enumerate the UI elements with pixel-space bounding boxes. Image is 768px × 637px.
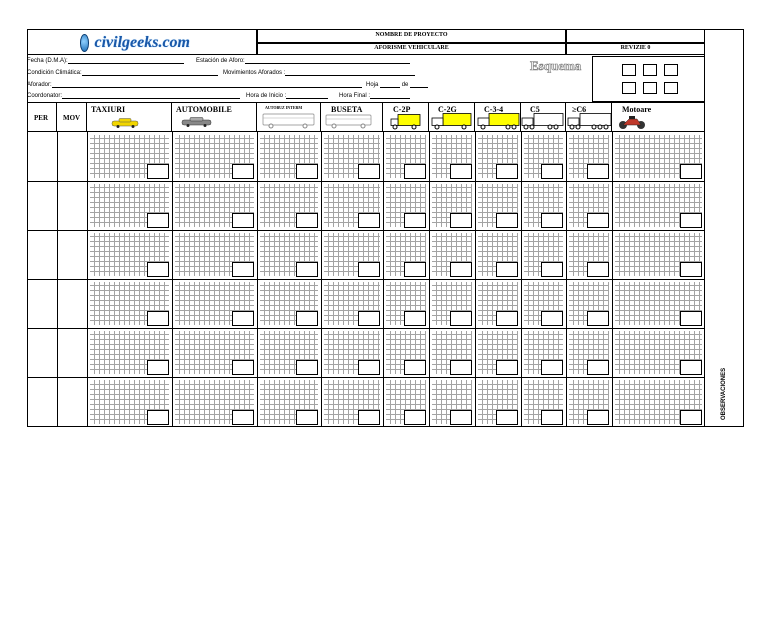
- subtotal-box[interactable]: [147, 410, 169, 425]
- per-cell[interactable]: [27, 328, 57, 377]
- subtotal-box[interactable]: [587, 164, 609, 179]
- subtotal-box[interactable]: [404, 164, 426, 179]
- subtotal-box[interactable]: [496, 164, 518, 179]
- subtotal-box[interactable]: [404, 311, 426, 326]
- subtotal-box[interactable]: [496, 311, 518, 326]
- col-label-c34: C-3-4: [484, 105, 504, 114]
- row-divider: [27, 230, 705, 231]
- esquema-cell[interactable]: [664, 64, 678, 76]
- subtotal-box[interactable]: [450, 164, 472, 179]
- subtotal-box[interactable]: [296, 213, 318, 228]
- subtotal-box[interactable]: [358, 311, 380, 326]
- subtotal-box[interactable]: [147, 164, 169, 179]
- subtotal-box[interactable]: [147, 262, 169, 277]
- per-cell[interactable]: [27, 279, 57, 328]
- col-label-taxiuri: TAXIURI: [91, 105, 126, 114]
- subtotal-box[interactable]: [296, 410, 318, 425]
- col-label-automobile: AUTOMOBILE: [176, 105, 232, 114]
- subtotal-box[interactable]: [232, 262, 254, 277]
- subtotal-box[interactable]: [232, 360, 254, 375]
- motorcycle-icon: [617, 114, 647, 130]
- hoja-label: Hoja: [366, 82, 379, 88]
- subtotal-box[interactable]: [232, 410, 254, 425]
- col-label-c6: ≥C6: [572, 105, 587, 114]
- subtotal-box[interactable]: [450, 360, 472, 375]
- coordonator-field[interactable]: [27, 92, 240, 99]
- count-table: [27, 132, 705, 427]
- subtotal-box[interactable]: [358, 213, 380, 228]
- subtotal-box[interactable]: [404, 410, 426, 425]
- condicion-field[interactable]: [27, 69, 218, 76]
- truck-c34-icon: [476, 113, 520, 130]
- revision-top-box: [566, 29, 705, 43]
- subtotal-box[interactable]: [358, 410, 380, 425]
- per-cell[interactable]: [27, 181, 57, 230]
- subtotal-box[interactable]: [680, 262, 702, 277]
- subtotal-box[interactable]: [232, 311, 254, 326]
- subtotal-box[interactable]: [147, 360, 169, 375]
- subtotal-box[interactable]: [541, 262, 563, 277]
- subtotal-box[interactable]: [680, 410, 702, 425]
- coordonator-label: Coordonator:: [27, 93, 63, 99]
- subtotal-box[interactable]: [404, 360, 426, 375]
- per-cell[interactable]: [27, 230, 57, 279]
- subtotal-box[interactable]: [587, 213, 609, 228]
- row-divider: [27, 279, 705, 280]
- hoja-field[interactable]: [366, 81, 428, 88]
- col-label-c2p: C-2P: [393, 105, 411, 114]
- col-label-autobuz: AUTOBUZ INTERM: [265, 105, 303, 110]
- esquema-cell[interactable]: [643, 82, 657, 94]
- subtotal-box[interactable]: [680, 164, 702, 179]
- truck-c5-icon: [520, 113, 564, 130]
- subtotal-box[interactable]: [358, 262, 380, 277]
- subtotal-box[interactable]: [541, 164, 563, 179]
- bus-icon: [262, 113, 316, 129]
- observations-label: OBSERVACIONES: [721, 367, 727, 420]
- subtotal-box[interactable]: [496, 410, 518, 425]
- subtotal-box[interactable]: [496, 213, 518, 228]
- row-divider: [27, 328, 705, 329]
- subtotal-box[interactable]: [296, 262, 318, 277]
- esquema-cell[interactable]: [622, 64, 636, 76]
- subtotal-box[interactable]: [541, 311, 563, 326]
- hora-inicio-field[interactable]: [246, 92, 328, 99]
- esquema-label: Esquema: [530, 58, 582, 73]
- subtotal-box[interactable]: [232, 213, 254, 228]
- condicion-label: Condición Climática:: [27, 70, 82, 76]
- subtotal-box[interactable]: [296, 311, 318, 326]
- hora-final-label: Hora Final :: [339, 93, 371, 99]
- mov-cell[interactable]: [57, 279, 87, 328]
- col-header-per: [27, 103, 57, 132]
- logo: [80, 33, 190, 53]
- logo-text: civilgeeks.com: [94, 34, 190, 51]
- subtotal-box[interactable]: [296, 360, 318, 375]
- estacion-label: Estación de Aforo:: [196, 58, 245, 64]
- globe-icon: [80, 34, 89, 52]
- de-label: de: [401, 82, 409, 88]
- subtotal-box[interactable]: [680, 213, 702, 228]
- subtotal-box[interactable]: [358, 164, 380, 179]
- car-icon: [180, 117, 214, 127]
- subtotal-box[interactable]: [147, 213, 169, 228]
- subtotal-box[interactable]: [404, 262, 426, 277]
- subtotal-box[interactable]: [404, 213, 426, 228]
- hora-final-field[interactable]: [339, 92, 410, 99]
- subtotal-box[interactable]: [496, 262, 518, 277]
- subtotal-box[interactable]: [541, 360, 563, 375]
- fecha-field[interactable]: [27, 57, 184, 64]
- col-label-per: PER: [34, 114, 48, 122]
- truck-c2g-icon: [430, 113, 472, 130]
- movimientos-field[interactable]: [223, 69, 415, 76]
- subtotal-box[interactable]: [232, 164, 254, 179]
- movimientos-label: Movimientos Aforados :: [223, 70, 286, 76]
- mov-cell[interactable]: [57, 132, 87, 181]
- subtotal-box[interactable]: [450, 213, 472, 228]
- revision-label: REVIZIE 0: [620, 45, 651, 51]
- aforador-field[interactable]: [27, 81, 362, 88]
- col-label-mov: MOV: [63, 114, 81, 122]
- subtotal-box[interactable]: [541, 213, 563, 228]
- subtotal-box[interactable]: [587, 410, 609, 425]
- subtotal-box[interactable]: [496, 360, 518, 375]
- subtotal-box[interactable]: [296, 164, 318, 179]
- row-divider: [27, 377, 705, 378]
- esquema-cell[interactable]: [664, 82, 678, 94]
- per-cell[interactable]: [27, 377, 57, 427]
- subtotal-box[interactable]: [680, 360, 702, 375]
- subtotal-box[interactable]: [541, 410, 563, 425]
- subtotal-box[interactable]: [450, 410, 472, 425]
- col-header-mov: [57, 103, 87, 132]
- mov-cell[interactable]: [57, 181, 87, 230]
- col-label-buseta: BUSETA: [331, 105, 363, 114]
- esquema-cell[interactable]: [643, 64, 657, 76]
- subtotal-box[interactable]: [147, 311, 169, 326]
- col-label-c2g: C-2G: [438, 105, 457, 114]
- form-title: AFORISME VEHICULARE: [374, 45, 449, 51]
- fecha-label: Fecha (D.M.A):: [27, 58, 68, 64]
- aforador-label: Aforador:: [27, 82, 52, 88]
- subtotal-box[interactable]: [587, 311, 609, 326]
- subtotal-box[interactable]: [450, 262, 472, 277]
- per-cell[interactable]: [27, 132, 57, 181]
- esquema-cell[interactable]: [622, 82, 636, 94]
- subtotal-box[interactable]: [680, 311, 702, 326]
- row-divider: [27, 181, 705, 182]
- subtotal-box[interactable]: [450, 311, 472, 326]
- taxi-icon: [110, 118, 142, 128]
- minibus-icon: [325, 114, 373, 129]
- hora-inicio-label: Hora de Inicio :: [246, 93, 287, 99]
- subtotal-box[interactable]: [587, 262, 609, 277]
- truck-c6-icon: [566, 113, 612, 130]
- mov-cell[interactable]: [57, 230, 87, 279]
- subtotal-box[interactable]: [587, 360, 609, 375]
- estacion-field[interactable]: [196, 57, 410, 64]
- col-label-c5: C5: [530, 105, 540, 114]
- mov-cell[interactable]: [57, 377, 87, 427]
- truck-c2p-icon: [389, 114, 421, 130]
- esquema-box: [592, 56, 705, 102]
- project-label: NOMBRE DE PROYECTO: [375, 32, 448, 38]
- col-label-motoare: Motoare: [622, 105, 652, 114]
- mov-cell[interactable]: [57, 328, 87, 377]
- subtotal-box[interactable]: [358, 360, 380, 375]
